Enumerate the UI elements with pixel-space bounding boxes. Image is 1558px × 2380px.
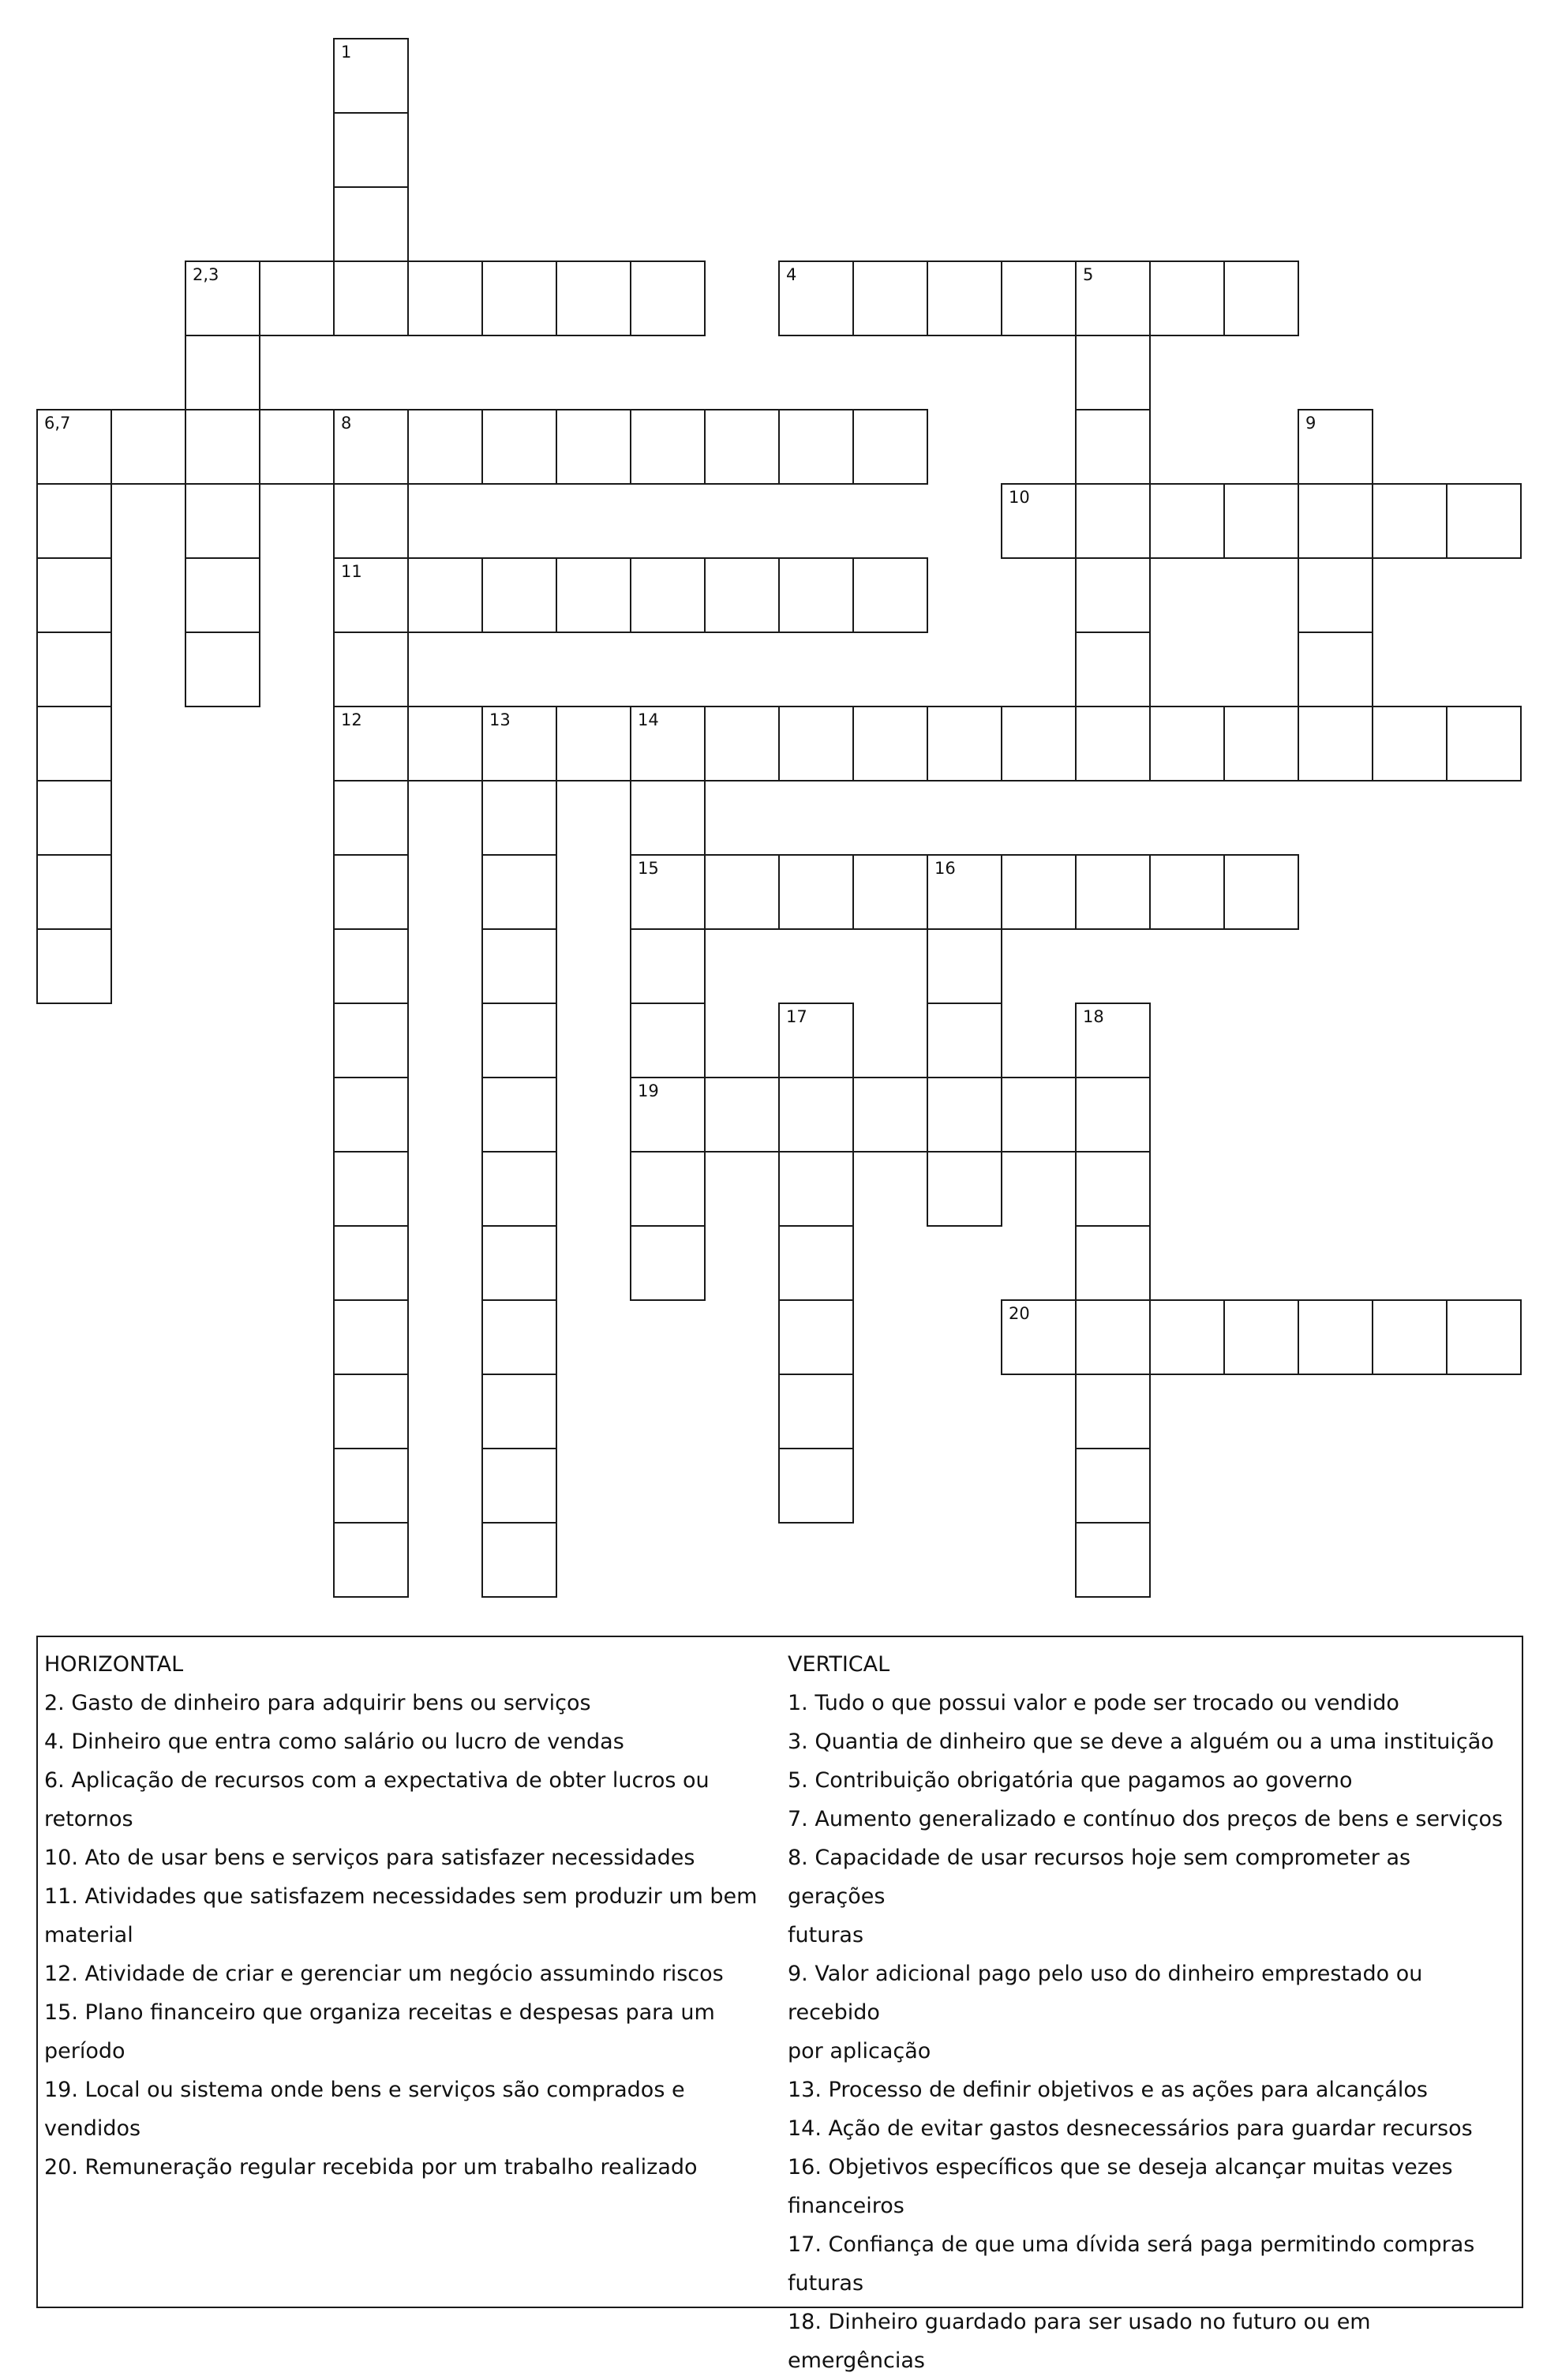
grid-cell[interactable] [481,706,557,781]
grid-cell[interactable] [1298,557,1373,633]
grid-cell[interactable] [1075,409,1151,485]
grid-cell[interactable] [1075,706,1151,781]
grid-cell[interactable] [481,1003,557,1078]
grid-cell[interactable] [852,706,928,781]
grid-cell[interactable] [778,854,854,930]
grid-cell[interactable] [630,928,706,1004]
grid-cell[interactable] [36,780,112,856]
grid-cell[interactable] [481,260,557,336]
grid-cell[interactable] [185,260,260,336]
grid-cell[interactable] [1001,706,1077,781]
grid-cell[interactable] [1446,1299,1522,1375]
grid-cell[interactable] [1075,1448,1151,1524]
grid-cell[interactable] [333,706,409,781]
grid-cell[interactable] [704,557,780,633]
grid-cell[interactable] [1075,1003,1151,1078]
grid-cell[interactable] [556,260,631,336]
grid-cell[interactable] [333,1299,409,1375]
grid-cell[interactable] [481,854,557,930]
grid-cell[interactable] [927,854,1002,930]
grid-cell[interactable] [1075,1374,1151,1449]
grid-cell[interactable] [185,409,260,485]
grid-cell[interactable] [778,260,854,336]
grid-cell[interactable] [481,928,557,1004]
clue-number: 13 [489,710,511,729]
grid-cell[interactable] [704,706,780,781]
clue-line: 5. Contribuição obrigatória que pagamos ao governo [788,1768,1353,1793]
grid-cell[interactable] [852,409,928,485]
grid-cell[interactable] [1001,1077,1077,1153]
vertical-clues-title: VERTICAL [788,1652,890,1677]
grid-cell[interactable] [630,557,706,633]
grid-cell[interactable] [481,1077,557,1153]
clue-number: 5 [1083,265,1094,284]
grid-cell[interactable] [927,928,1002,1004]
clue-line: 1. Tudo o que possui valor e pode ser trocado ou vendido [788,1691,1399,1715]
grid-cell[interactable] [1075,557,1151,633]
grid-cell[interactable] [630,409,706,485]
grid-cell[interactable] [704,1077,780,1153]
grid-cell[interactable] [1223,260,1299,336]
clue-line: 11. Atividades que satisfazem necessidades sem produzir um bem [44,1884,758,1909]
grid-cell[interactable] [481,1522,557,1598]
grid-cell[interactable] [1001,854,1077,930]
clue-line: futuras [788,1923,864,1947]
grid-cell[interactable] [1001,260,1077,336]
grid-cell[interactable] [778,1225,854,1301]
grid-cell[interactable] [333,780,409,856]
grid-cell[interactable] [630,706,706,781]
grid-cell[interactable] [1223,1299,1299,1375]
grid-cell[interactable] [481,1299,557,1375]
grid-cell[interactable] [259,409,335,485]
grid-cell[interactable] [481,1151,557,1227]
grid-cell[interactable] [407,706,483,781]
grid-cell[interactable] [481,1374,557,1449]
clue-number: 19 [638,1081,659,1100]
grid-cell[interactable] [333,1448,409,1524]
grid-cell[interactable] [1149,483,1225,559]
grid-cell[interactable] [1298,409,1373,485]
grid-cell[interactable] [1075,260,1151,336]
clue-line: 13. Processo de definir objetivos e as ações para alcançálos [788,2078,1428,2102]
clue-line: 3. Quantia de dinheiro que se deve a alguém ou a uma instituição [788,1730,1494,1754]
grid-cell[interactable] [185,483,260,559]
grid-cell[interactable] [778,1077,854,1153]
clue-line: financeiros [788,2194,904,2218]
grid-cell[interactable] [333,854,409,930]
clue-line: 15. Plano financeiro que organiza receitas e despesas para um [44,2000,715,2025]
grid-cell[interactable] [36,854,112,930]
clue-number: 4 [786,265,797,284]
grid-cell[interactable] [927,1077,1002,1153]
grid-cell[interactable] [1075,335,1151,410]
grid-cell[interactable] [778,1151,854,1227]
grid-cell[interactable] [1001,483,1077,559]
grid-cell[interactable] [556,706,631,781]
grid-cell[interactable] [1372,1299,1448,1375]
grid-cell[interactable] [481,780,557,856]
grid-cell[interactable] [481,557,557,633]
grid-cell[interactable] [704,854,780,930]
grid-cell[interactable] [1075,854,1151,930]
grid-cell[interactable] [333,186,409,262]
grid-cell[interactable] [778,1299,854,1375]
clue-line: 6. Aplicação de recursos com a expectativa de obter lucros ou [44,1768,710,1793]
clue-line: 10. Ato de usar bens e serviços para satisfazer necessidades [44,1846,695,1870]
grid-cell[interactable] [927,1003,1002,1078]
grid-cell[interactable] [1223,854,1299,930]
vertical-clues [788,1645,1514,2380]
grid-cell[interactable] [333,1522,409,1598]
grid-cell[interactable] [110,409,186,485]
grid-cell[interactable] [630,1077,706,1153]
grid-cell[interactable] [185,335,260,410]
clue-line: retornos [44,1807,133,1831]
grid-cell[interactable] [259,260,335,336]
clue-number: 9 [1305,414,1316,433]
grid-cell[interactable] [778,1374,854,1449]
grid-cell[interactable] [36,632,112,707]
clue-line: por aplicação [788,2039,931,2063]
grid-cell[interactable] [333,409,409,485]
clue-number: 2,3 [193,265,219,284]
clue-line: 8. Capacidade de usar recursos hoje sem comprometer as gerações [788,1846,1411,1909]
grid-cell[interactable] [1149,260,1225,336]
grid-cell[interactable] [333,557,409,633]
clue-number: 8 [341,414,352,433]
grid-cell[interactable] [1446,706,1522,781]
grid-cell[interactable] [630,1151,706,1227]
clue-line: 20. Remuneração regular recebida por um trabalho realizado [44,2155,698,2179]
grid-cell[interactable] [185,557,260,633]
grid-cell[interactable] [481,409,557,485]
horizontal-clues [44,1645,778,2187]
grid-cell[interactable] [36,483,112,559]
grid-cell[interactable] [407,260,483,336]
clue-number: 18 [1083,1007,1104,1026]
grid-cell[interactable] [1298,706,1373,781]
grid-cell[interactable] [630,1225,706,1301]
grid-cell[interactable] [1298,632,1373,707]
grid-cell[interactable] [778,409,854,485]
clue-line: 18. Dinheiro guardado para ser usado no futuro ou em emergências [788,2310,1371,2373]
grid-cell[interactable] [1223,706,1299,781]
grid-cell[interactable] [333,1225,409,1301]
grid-cell[interactable] [630,854,706,930]
clue-number: 12 [341,710,362,729]
grid-cell[interactable] [852,854,928,930]
grid-cell[interactable] [630,1003,706,1078]
grid-cell[interactable] [481,1448,557,1524]
grid-cell[interactable] [1149,1299,1225,1375]
clue-line: material [44,1923,133,1947]
grid-cell[interactable] [778,706,854,781]
clue-line: 4. Dinheiro que entra como salário ou lucro de vendas [44,1730,624,1754]
clue-line: 2. Gasto de dinheiro para adquirir bens ou serviços [44,1691,591,1715]
clue-number: 10 [1009,488,1030,507]
grid-cell[interactable] [333,1151,409,1227]
clue-number: 20 [1009,1304,1030,1323]
grid-cell[interactable] [36,557,112,633]
grid-cell[interactable] [927,260,1002,336]
clue-line: 7. Aumento generalizado e contínuo dos preços de bens e serviços [788,1807,1504,1831]
grid-cell[interactable] [333,112,409,188]
grid-cell[interactable] [333,928,409,1004]
grid-cell[interactable] [1298,1299,1373,1375]
grid-cell[interactable] [556,409,631,485]
grid-cell[interactable] [1075,1299,1151,1375]
clue-number: 17 [786,1007,807,1026]
grid-cell[interactable] [1075,1522,1151,1598]
clues-box [36,1636,1523,2373]
grid-cell[interactable] [556,557,631,633]
grid-cell[interactable] [778,1448,854,1524]
grid-cell[interactable] [333,632,409,707]
grid-cell[interactable] [704,409,780,485]
grid-cell[interactable] [36,928,112,1004]
grid-cell[interactable] [852,557,928,633]
clue-line: 19. Local ou sistema onde bens e serviços são comprados e vendidos [44,2078,685,2141]
grid-cell[interactable] [1001,1299,1077,1375]
grid-cell[interactable] [407,409,483,485]
clue-line: período [44,2039,125,2063]
clue-number: 6,7 [44,414,71,433]
grid-cell[interactable] [1075,483,1151,559]
grid-cell[interactable] [333,1003,409,1078]
grid-cell[interactable] [1446,483,1522,559]
grid-cell[interactable] [185,632,260,707]
clue-line: 14. Ação de evitar gastos desnecessários para guardar recursos [788,2116,1473,2141]
grid-cell[interactable] [333,1077,409,1153]
clue-number: 1 [341,43,352,62]
grid-cell[interactable] [1298,483,1373,559]
grid-cell[interactable] [852,260,928,336]
grid-cell[interactable] [778,557,854,633]
clue-line: 12. Atividade de criar e gerenciar um negócio assumindo riscos [44,1962,724,1986]
horizontal-clues-title: HORIZONTAL [44,1652,184,1677]
grid-cell[interactable] [1075,1151,1151,1227]
grid-cell[interactable] [481,1225,557,1301]
clue-number: 16 [934,859,956,878]
grid-cell[interactable] [1075,632,1151,707]
clue-line: 17. Confiança de que uma dívida será paga permitindo compras [788,2232,1475,2257]
grid-cell[interactable] [333,1374,409,1449]
clue-number: 15 [638,859,659,878]
grid-cell[interactable] [1075,1077,1151,1153]
grid-cell[interactable] [407,557,483,633]
clue-number: 11 [341,562,362,581]
clue-line: futuras [788,2271,864,2296]
clue-line: 16. Objetivos específicos que se deseja alcançar muitas vezes [788,2155,1453,2179]
grid-cell[interactable] [1372,483,1448,559]
grid-cell[interactable] [927,1151,1002,1227]
grid-cell[interactable] [1149,854,1225,930]
grid-cell[interactable] [1223,483,1299,559]
clue-line: 9. Valor adicional pago pelo uso do dinheiro emprestado ou recebido [788,1962,1423,2025]
grid-cell[interactable] [1075,1225,1151,1301]
grid-cell[interactable] [630,260,706,336]
grid-cell[interactable] [1149,706,1225,781]
grid-cell[interactable] [1372,706,1448,781]
grid-cell[interactable] [778,1003,854,1078]
grid-cell[interactable] [852,1077,928,1153]
grid-cell[interactable] [630,780,706,856]
grid-cell[interactable] [927,706,1002,781]
grid-cell[interactable] [36,409,112,485]
grid-cell[interactable] [333,483,409,559]
grid-cell[interactable] [333,38,409,114]
grid-cell[interactable] [333,260,409,336]
grid-cell[interactable] [36,706,112,781]
clue-number: 14 [638,710,659,729]
